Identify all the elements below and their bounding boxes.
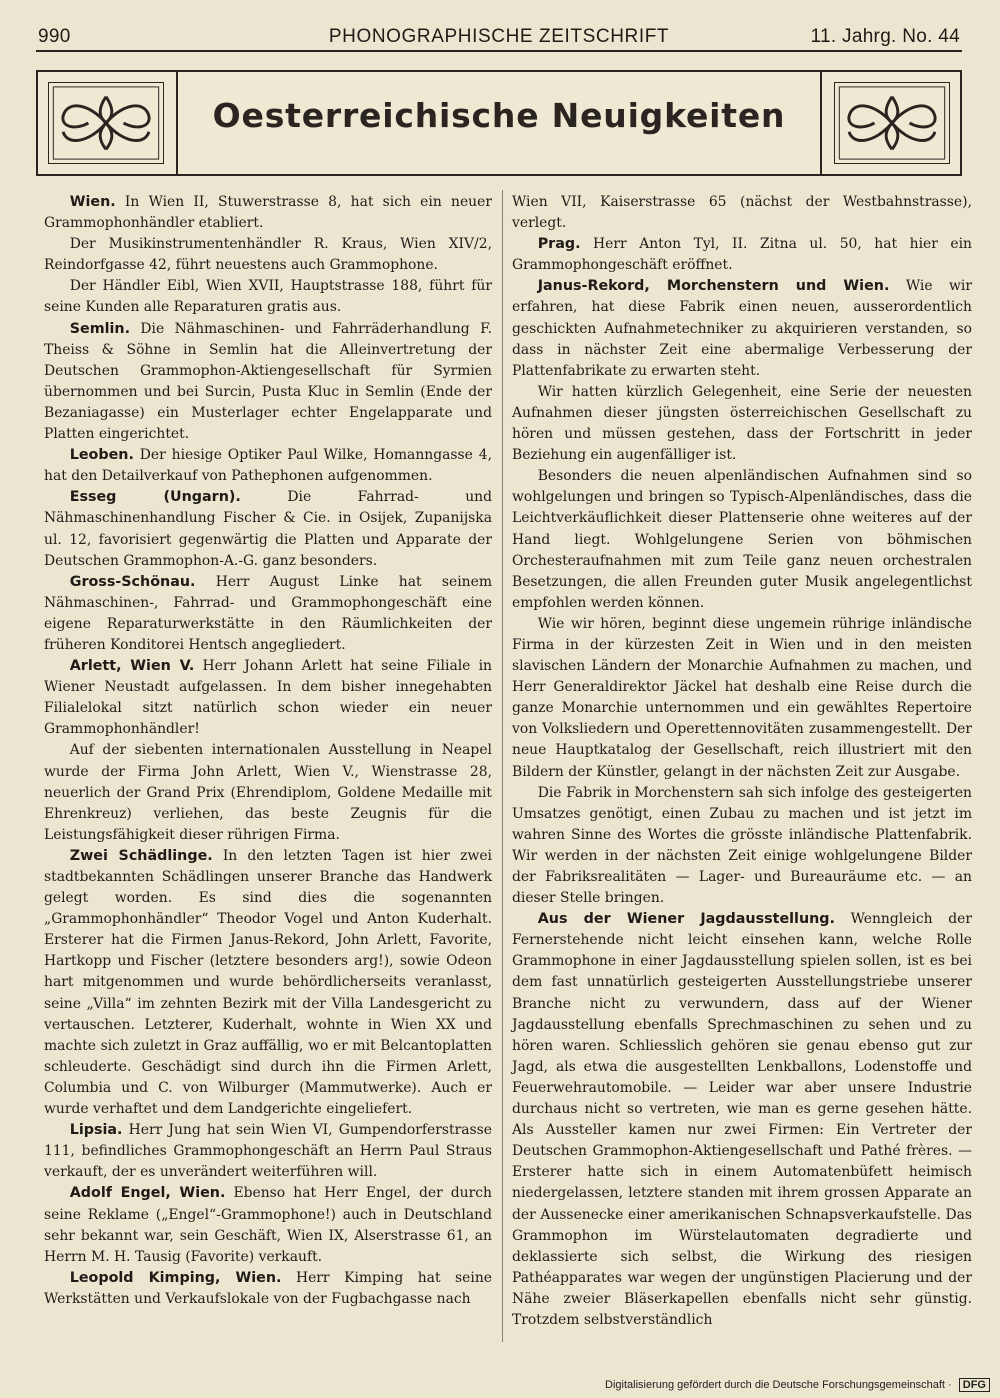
section-banner (36, 70, 962, 176)
page-number: 990 (38, 26, 71, 47)
paragraph-heading: Wien. (69, 194, 116, 210)
article-paragraph (44, 740, 492, 845)
article-paragraph (44, 572, 492, 656)
paragraph-heading: Semlin. (69, 320, 131, 337)
paragraph-text: Die Fahrrad- und Nähmaschinenhandlung Fischer & Cie. in Osijek, Zupanijska ul. 12, favorisiert gegenwärtig die Platten und Apparate der Deutschen Grammophon-A.-G. ganz besonders. (44, 489, 492, 569)
floral-ornament-icon (834, 82, 950, 164)
paragraph-text: Herr Kimping hat seine Werkstätten und Verkaufslokale von der Fugbachgasse nach (44, 1269, 492, 1307)
paragraph-text: Herr Jung hat sein Wien VI, Gumpendorferstrasse 111, befindliches Grammophongeschäft an Herrn Paul Straus verkauft, der es unverändert weiterführen will. (44, 1122, 492, 1181)
paragraph-text: Die Nähmaschinen- und Fahrräderhandlung F. Theiss & Söhne in Semlin hat die Alleinvertretung der Deutschen Grammophon-Aktiengesellschaft für Syrmien übernommen und bei Surcin, Pusta Kluc in Semlin (Ende der Bezaniagasse) ein Musterlager echter Engelapparate und Platten eingerichtet. (44, 320, 492, 443)
paragraph-heading: Zwei Schädlinge. (69, 847, 213, 864)
journal-title: PHONOGRAPHISCHE ZEITSCHRIFT (328, 26, 670, 47)
paragraph-heading: Adolf Engel, Wien. (69, 1185, 226, 1202)
digitization-footer (605, 1378, 990, 1392)
article-paragraph (44, 846, 492, 1120)
paragraph-heading: Gross-Schönau. (69, 573, 196, 590)
paragraph-heading: Aus der Wiener Jagdausstellung. (537, 911, 835, 928)
paragraph-heading: Leoben. (69, 447, 134, 464)
article-paragraph (44, 1268, 492, 1310)
paragraph-text: Auf der siebenten internationalen Ausstellung in Neapel wurde der Firma John Arlett, Wien V., Wienstrasse 28, neuerlich der Grand Prix (Ehrendiplom, Goldene Medaille mit Ehrenkreuz) verliehen, das beste Zeugnis für die Leistungsfähigkeit dieser rührigen Firma. (44, 742, 492, 843)
paragraph-heading: Prag. (537, 236, 581, 253)
header-rule (36, 50, 962, 52)
paragraph-heading: Arlett, Wien V. (69, 658, 195, 675)
paragraph-text: Der Händler Eibl, Wien XVII, Hauptstrasse 188, führt für seine Kunden alle Reparaturen gratis aus. (44, 278, 492, 316)
dfg-logo: DFG (959, 1378, 990, 1392)
article-paragraph (512, 276, 972, 381)
article-paragraph (44, 192, 492, 234)
article-paragraph (44, 1120, 492, 1183)
paragraph-heading: Esseg (Ungarn). (69, 489, 241, 506)
article-paragraph (512, 234, 972, 276)
article-paragraph (512, 909, 972, 1331)
paragraph-text: Ebenso hat Herr Engel, der durch seine Reklame („Engel“-Grammophone!) auch in Deutschland sehr bekannt war, sein Geschäft, Wien IX, Alserstrasse 61, an Herrn M. H. Tausig (Favorite) verkauft. (44, 1185, 492, 1265)
column-divider (502, 190, 503, 1342)
paragraph-text: In den letzten Tagen ist hier zwei stadtbekannten Schädlingen unserer Branche das Handwerk gelegt worden. Es sind dies die sogenannten „Grammophonhändler“ Theodor Vogel und Anton Kuderhalt. Ersterer hat die Firmen Janus-Rekord, John Arlett, Favorite, Hartkopp und Fischer (letztere besonders arg!), sowie Odeon hart mitgenommen und wurde behördlicherseits veranlasst, seine „Villa“ im zehnten Bezirk mit der Villa Landesgericht zu vertauschen. Letzterer, Kuderhalt, wohnte in Wien XX und machte sich zuletzt in Graz auffällig, wo er mit Belcantoplatten schleuderte. Geschädigt sind durch ihn die Firmen Arlett, Columbia und C. von Wilburger (Mammutwerke). Auch er wurde verhaftet und dem Landgerichte eingeliefert. (44, 847, 493, 1118)
paragraph-text: Herr Johann Arlett hat seine Filiale in Wiener Neustadt aufgelassen. In dem bisher innegehabten Filialelokal sitzt natürlich schon wieder ein neuer Grammophonhändler! (44, 658, 492, 738)
floral-ornament-icon (48, 82, 164, 164)
paragraph-text: Wie wir hören, beginnt diese ungemein rührige inländische Firma in der kürzesten Zeit in Wien und in den meisten slavischen Ländern der Monarchie Aufnahmen zu machen, und Herr Generaldirektor Jäckel hat deshalb eine Reise durch die ganze Monarchie unternommen und ein gewähltes Repertoire von Volksliedern und Operettennovitäten zusammengestellt. Der neue Hauptkatalog der Gesellschaft, reich illustriert mit den Bildern der Künstler, gelangt in der nächsten Zeit zur Ausgabe. (512, 615, 972, 780)
article-paragraph (512, 783, 972, 910)
article-paragraph (44, 656, 492, 740)
article-paragraph (44, 319, 492, 446)
right-column (512, 192, 972, 1331)
paragraph-text: Die Fabrik in Morchenstern sah sich infolge des gesteigerten Umsatzes genötigt, einen Zubau zu machen und ist jetzt im wahren Sinne des Wortes die grösste inländische Plattenfabrik. Wir werden in der nächsten Zeit einige wohlgelungene Bilder der Fabriksrealitäten — Lager- und Bureauräume etc. — an dieser Stelle bringen. (512, 784, 972, 907)
issue-label: 11. Jahrg. No. 44 (810, 26, 960, 47)
article-paragraph (512, 382, 972, 466)
paragraph-text: Wie wir erfahren, hat diese Fabrik einen neuen, ausserordentlich geschickten Aufnahmetechniker zu akquirieren verstanden, so dass in nächster Zeit eine abermalige Verbesserung der Plattenfabrikate zu erwarten steht. (512, 278, 973, 379)
paragraph-heading: Lipsia. (69, 1122, 123, 1139)
paragraph-text: In Wien II, Stuwerstrasse 8, hat sich ein neuer Grammophonhändler etabliert. (44, 194, 492, 232)
article-paragraph (512, 192, 972, 234)
footer-text: Digitalisierung gefördert durch die Deutsche Forschungsgemeinschaft · (605, 1379, 952, 1391)
left-column (44, 192, 492, 1310)
paragraph-text: Herr Anton Tyl, II. Zitna ul. 50, hat hier ein Grammophongeschäft eröffnet. (512, 236, 972, 274)
section-title: Oesterreichische Neuigkeiten (212, 96, 786, 135)
article-paragraph (512, 614, 972, 783)
article-paragraph (44, 276, 492, 318)
paragraph-text: Der Musikinstrumentenhändler R. Kraus, Wien XIV/2, Reindorfgasse 42, führt neuestens auch Grammophone. (44, 236, 492, 274)
paragraph-text: Wien VII, Kaiserstrasse 65 (nächst der Westbahnstrasse), verlegt. (512, 194, 972, 232)
article-paragraph (44, 445, 492, 487)
article-paragraph (44, 1183, 492, 1267)
paragraph-heading: Janus-Rekord, Morchenstern und Wien. (537, 278, 890, 295)
paragraph-text: Besonders die neuen alpenländischen Aufnahmen sind so wohlgelungen und bringen so Typisch-Alpenländisches, dass die Leichtverkäuflichkeit dieser Plattenserie ohne weiteres auf der Hand liegt. Wohlgelungene Serien von böhmischen Orchesteraufnahmen mit zum Teile ganz neuen orchestralen Besetzungen, die allen Freunden guter Musik angelegentlichst empfohlen werden können. (512, 468, 972, 611)
running-header (38, 16, 960, 50)
article-paragraph (44, 234, 492, 276)
banner-divider (820, 72, 822, 174)
paragraph-text: Herr August Linke hat seinem Nähmaschinen-, Fahrrad- und Grammophongeschäft eine eigene Reparaturwerkstätte in den Räumlichkeiten der früheren Konditorei Hentsch angegliedert. (44, 573, 492, 653)
paragraph-text: Der hiesige Optiker Paul Wilke, Homanngasse 4, hat den Detailverkauf von Pathephonen aufgenommen. (44, 447, 492, 485)
paragraph-heading: Leopold Kimping, Wien. (69, 1269, 282, 1286)
paragraph-text: Wenngleich der Fernerstehende nicht leicht einsehen kann, welche Rolle Grammophone in einer Jagdausstellung spielen sollen, ist es bei dem fast unnatürlich gesteigerten Ausstellungstriebe unserer Branche nicht zu verwundern, dass auf der Wiener Jagdausstellung ebenfalls Sprechmaschinen zu sehen und zu hören waren. Schliesslich gehören sie genau ebenso gut zur Jagd, als etwa die ausgestellten Lenkballons, Lodenstoffe und Feuerwehrautomobile. — Leider war aber unsere Industrie durchaus nicht so vertreten, wie man es gerne gesehen hätte. Als Aussteller kamen nur zwei Firmen: Ein Vertreter der Deutschen Grammophon-Aktiengesellschaft und Pathé frères. — Ersterer hatte sich in einem Automatenbüfett heimisch niedergelassen, letztere standen mit ihrem grossen Apparate an der Aussenecke einer amerikanischen Schnapsverkaufstelle. Das Grammophon im Würstelautomaten degradierte und deklassierte sich selbst, die Wirkung des riesigen Pathéapparates war wegen der ungünstigen Placierung und der Nähe zweier Bläserkapellen ebenfalls nicht sehr günstig. Trotzdem selbstverständlich (512, 911, 972, 1328)
article-paragraph (512, 466, 972, 614)
article-paragraph (44, 487, 492, 571)
paragraph-text: Wir hatten kürzlich Gelegenheit, eine Serie der neuesten Aufnahmen dieser jüngsten österreichischen Gesellschaft zu hören und müssen gestehen, dass der Fortschritt in jeder Beziehung ein augenfälliger ist. (512, 383, 972, 464)
